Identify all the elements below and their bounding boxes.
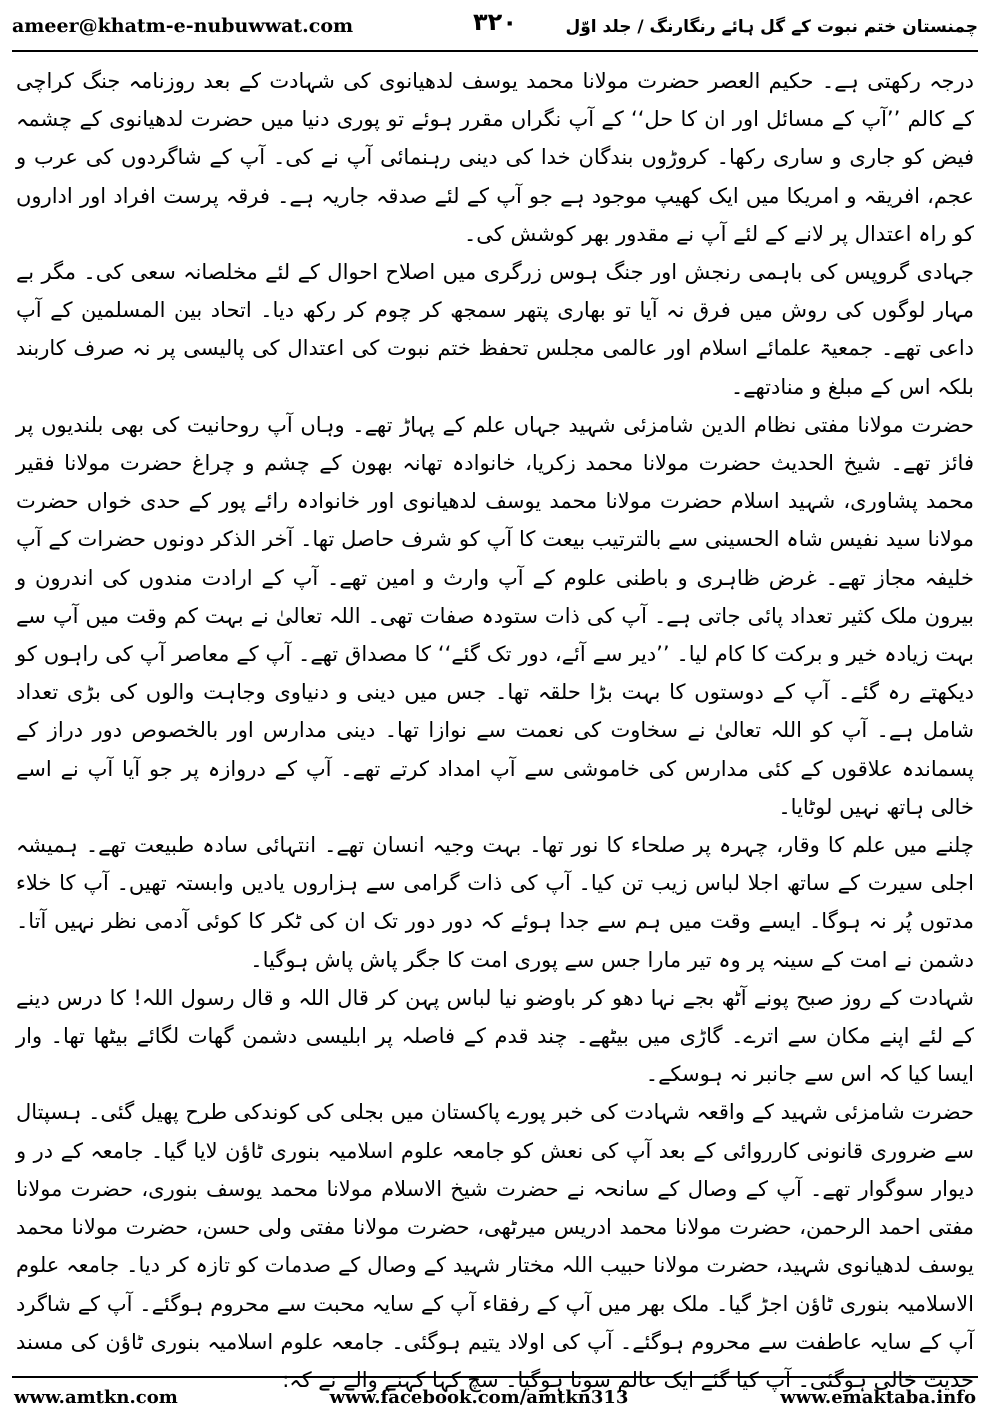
footer-divider bbox=[12, 1376, 978, 1378]
page-number: ۳۲۰ bbox=[473, 8, 517, 36]
page-header bbox=[12, 6, 978, 46]
header-divider bbox=[12, 50, 978, 52]
page-body bbox=[16, 62, 974, 1392]
paragraph: چلنے میں علم کا وقار، چہرہ پر صلحاء کا نور تھا۔ بہت وجیہ انسان تھے۔ انتہائی سادہ طبیعت تھے۔ ہمیشہ اجلی سیرت کے ساتھ اجلا لباس زیب تن کیا۔ آپ کی ذات گرامی سے ہزاروں یادیں وابستہ تھیں۔ آپ کا خلاء مدتوں پُر نہ ہوگا۔ ایسے وقت میں ہم سے جدا ہوئے کہ دور دور تک ان کی ٹکر کا کوئی آدمی نظر نہیں آتا۔ دشمن نے امت کے سینہ پر وہ تیر مارا جس سے پوری امت کا جگر پاش پاش ہوگیا۔ bbox=[16, 833, 974, 972]
header-email[interactable]: ameer@khatm-e-nubuwwat.com bbox=[12, 15, 354, 37]
footer-link-left[interactable]: www.amtkn.com bbox=[14, 1386, 178, 1408]
footer-link-center[interactable]: www.facebook.com/amtkn313 bbox=[329, 1386, 629, 1408]
paragraph: شہادت کے روز صبح پونے آٹھ بجے نہا دھو کر باوضو نیا لباس پہن کر قال اللہ و قال رسول اللہ! کا درس دینے کے لئے اپنے مکان سے اترے۔ گاڑی میں بیٹھے۔ چند قدم کے فاصلہ پر ابلیسی دشمن گھات لگائے بیٹھا تھا۔ وار ایسا کیا کہ اس سے جانبر نہ ہوسکے۔ bbox=[16, 985, 974, 1087]
book-title: چمنستان ختم نبوت کے گل ہائے رنگارنگ / جلد اوّل bbox=[565, 16, 978, 37]
paragraph: جہادی گروپس کی باہمی رنجش اور جنگ ہوس زرگری میں اصلاح احوال کے لئے مخلصانہ سعی کی۔ مگر بے مہار لوگوں کی روش میں فرق نہ آیا تو بھاری پتھر سمجھ کر چوم کر رکھ دیا۔ اتحاد بین المسلمین کے آپ داعی تھے۔ جمعیۃ علمائے اسلام اور عالمی مجلس تحفظ ختم نبوت کی اعتدال کی پالیسی پر نہ صرف کاربند بلکہ اس کے مبلغ و منادتھے۔ bbox=[16, 260, 974, 399]
page-footer bbox=[14, 1382, 976, 1412]
paragraph: درجہ رکھتی ہے۔ حکیم العصر حضرت مولانا محمد یوسف لدھیانوی کی شہادت کے بعد روزنامہ جنگ کراچی کے کالم ’’آپ کے مسائل اور ان کا حل‘‘ کے آپ نگراں مقرر ہوئے تو پوری دنیا میں حضرت لدھیانوی کے چشمہ فیض کو جاری و ساری رکھا۔ کروڑوں بندگان خدا کی دینی رہنمائی آپ نے کی۔ آپ کے شاگردوں کی عرب و عجم، افریقہ و امریکا میں ایک کھیپ موجود ہے جو آپ کے لئے صدقہ جاریہ ہے۔ فرقہ پرست افراد اور اداروں کو راہ اعتدال پر لانے کے لئے آپ نے مقدور بھر کوشش کی۔ bbox=[16, 69, 974, 246]
paragraph: حضرت مولانا مفتی نظام الدین شامزئی شہید جہاں علم کے پہاڑ تھے۔ وہاں آپ روحانیت کی بھی بلندیوں پر فائز تھے۔ شیخ الحدیث حضرت مولانا محمد زکریا، خانوادہ تھانہ بھون کے چشم و چراغ حضرت مولانا فقیر محمد پشاوری، شہید اسلام حضرت مولانا محمد یوسف لدھیانوی اور خانوادہ رائے پور کے حدی خواں حضرت مولانا سید نفیس شاہ الحسینی سے بالترتیب بیعت کا آپ کو شرف حاصل تھا۔ آخر الذکر دونوں حضرات کے آپ خلیفہ مجاز تھے۔ غرض ظاہری و باطنی علوم کے آپ وارث و امین تھے۔ آپ کے ارادت مندوں کی اندرون و بیرون ملک کثیر تعداد پائی جاتی ہے۔ آپ کی ذات ستودہ صفات تھی۔ اللہ تعالیٰ نے بہت کم وقت میں آپ سے بہت زیادہ خیر و برکت کا کام لیا۔ ’’دیر سے آئے، دور تک گئے‘‘ کا مصداق تھے۔ آپ کے معاصر آپ کی راہوں کو دیکھتے رہ گئے۔ آپ کے دوستوں کا بہت بڑا حلقہ تھا۔ جس میں دینی و دنیاوی وجاہت والوں کی بڑی تعداد شامل ہے۔ آپ کو اللہ تعالیٰ نے سخاوت کی نعمت سے نوازا تھا۔ دینی مدارس اور بالخصوص دور دراز کے پسماندہ علاقوں کے کئی مدارس کی خاموشی سے آپ امداد کرتے تھے۔ آپ کے دروازہ پر جو آیا آپ نے اسے خالی ہاتھ نہیں لوٹایا۔ bbox=[16, 412, 974, 819]
paragraph: حضرت شامزئی شہید کے واقعہ شہادت کی خبر پورے پاکستان میں بجلی کی کوندکی طرح پھیل گئی۔ ہسپتال سے ضروری قانونی کارروائی کے بعد آپ کی نعش کو جامعہ علوم اسلامیہ بنوری ٹاؤن لایا گیا۔ جامعہ کے در و دیوار سوگوار تھے۔ آپ کے وصال کے سانحہ نے حضرت شیخ الاسلام مولانا محمد یوسف بنوری، حضرت مولانا مفتی احمد الرحمن، حضرت مولانا محمد ادریس میرٹھی، حضرت مولانا مفتی ولی حسن، حضرت مولانا محمد یوسف لدھیانوی شہید، حضرت مولانا حبیب اللہ مختار شہید کے وصال کے صدمات کو تازہ کر دیا۔ جامعہ علوم الاسلامیہ بنوری ٹاؤن اجڑ گیا۔ ملک بھر میں آپ کے رفقاء آپ کے سایہ محبت سے محروم ہوگئے۔ آپ کے شاگرد آپ کے سایہ عاطفت سے محروم ہوگئے۔ آپ کی اولاد یتیم ہوگئی۔ جامعہ علوم اسلامیہ بنوری ٹاؤن کی مسند حدیث خالی ہوگئی۔ آپ کیا گئے ایک عالم سونا ہوگیا۔ سچ کہا کہنے والے نے کہ: bbox=[16, 1100, 974, 1392]
footer-link-right[interactable]: www.emaktaba.info bbox=[780, 1386, 976, 1408]
